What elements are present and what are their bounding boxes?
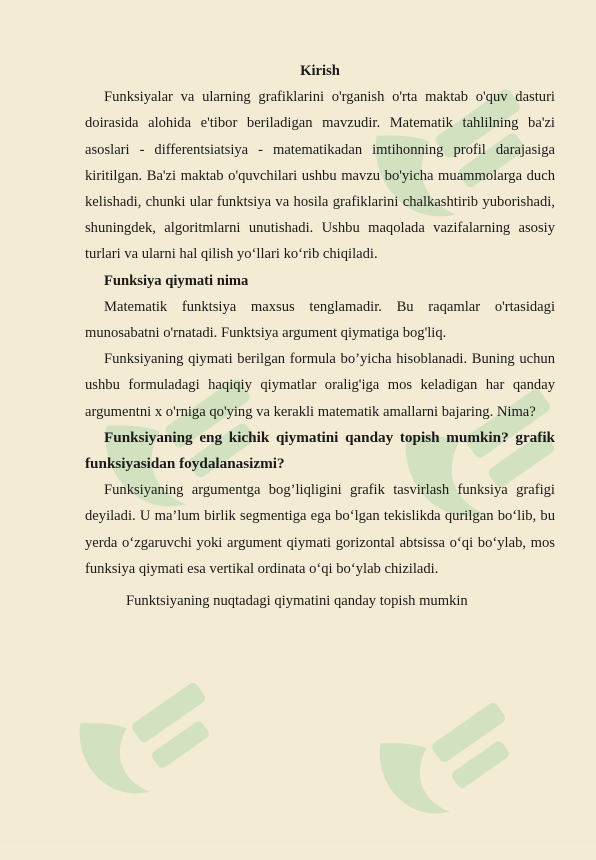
intro-paragraph: Funksiyalar va ularning grafiklarini o'rganish o'rta maktab o'quv dasturi doirasida alohida e'tibor beriladigan mavzudir. Matematik tahlilning ba'zi asoslari - differentsiatsiya - matematikadan imtihonning profil darajasiga kiritilgan. Ba'zi maktab o'quvchilari ushbu mavzu bo'yicha muammolarga duch kelishadi, chunki ular funktsiya va hosila grafiklarini chalkashtirib yuborishadi, shuningdek, algoritmlarni unutishadi. Ushbu maqolada vazifalarning asosiy turlari va ularni hal qilish yo‘llari ko‘rib chiqiladi. (85, 89, 555, 263)
paragraph-graph: Funksiyaning argumentga bog’liqligini grafik tasvirlash funksiya grafigi deyiladi. U ma’lum birlik segmentiga ega bo‘lgan tekislikda qurilgan bo‘lib, bu yerda o‘zgaruvchi yoki argument qiymati gorizontal abtsissa o‘qi bo‘ylab, mos funksiya qiymati esa vertikal ordinata o‘qi bo‘ylab chiziladi. (85, 482, 555, 577)
document-title: Kirish (300, 63, 340, 79)
paragraph-definition: Matematik funktsiya maxsus tenglamadir. Bu raqamlar o'rtasidagi munosabatni o'rnatadi. Funktsiya argument qiymatiga bog'liq. (85, 298, 555, 342)
subheading-point-value: Funktsiyaning nuqtadagi qiymatini qanday topish mumkin (126, 593, 468, 610)
leaf-watermark-icon (40, 640, 240, 840)
section-heading-function-value: Funksiya qiymati nima (104, 272, 249, 289)
leaf-watermark-icon (340, 660, 540, 860)
document-body (85, 58, 555, 614)
section-heading-smallest-value: Funksiyaning eng kichik qiymatini qanday topish mumkin? grafik funksiyasidan foydalanasizmi? (85, 428, 555, 473)
paragraph-calculation: Funksiyaning qiymati berilgan formula bo’yicha hisoblanadi. Buning uchun ushbu formuladagi haqiqiy qiymatlar oralig'iga mos keladigan har qanday argumentni x o'rniga qo'ying va kerakli matematik amallarni bajaring. Nima? (85, 351, 555, 420)
